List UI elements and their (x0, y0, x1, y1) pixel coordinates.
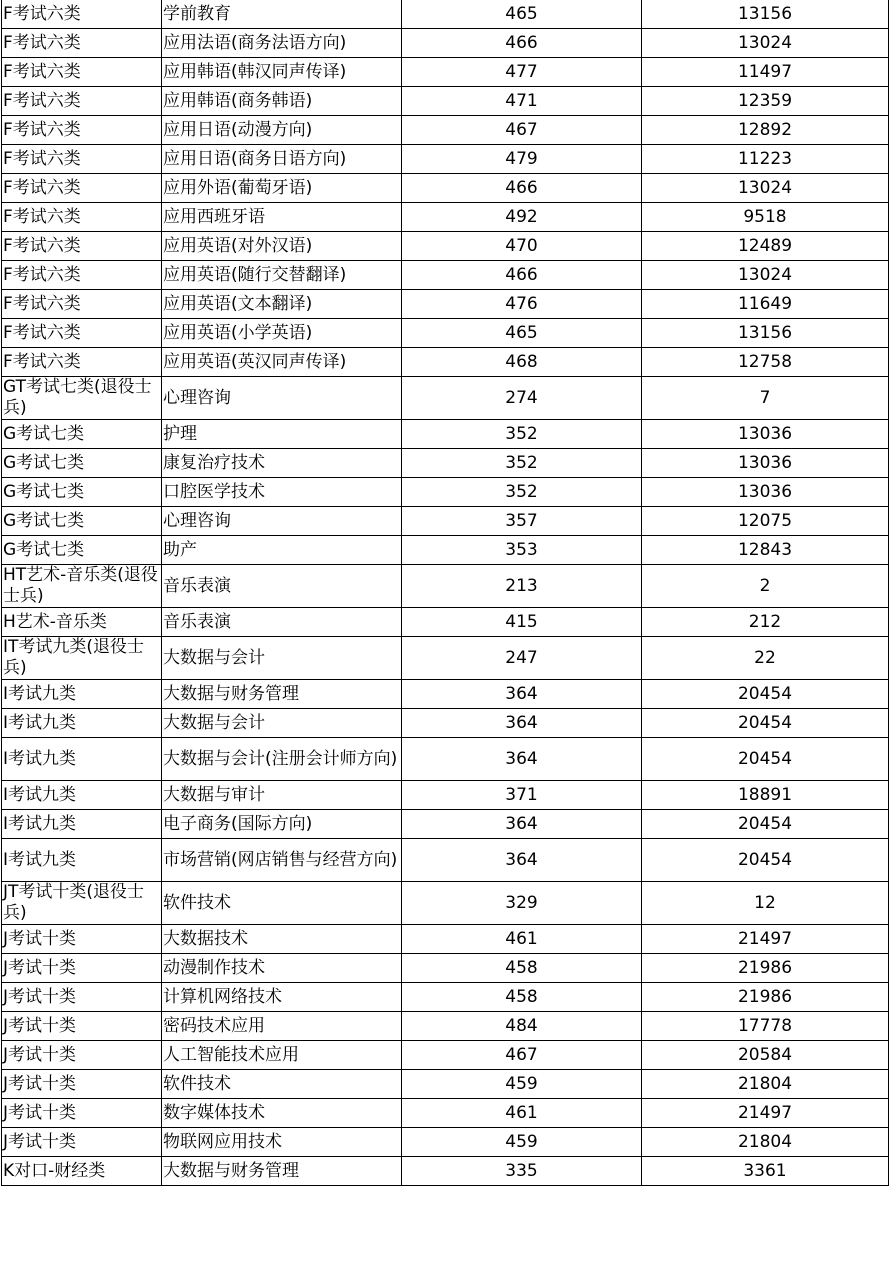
major-cell: 应用英语(随行交替翻译) (162, 261, 402, 290)
category-cell: J考试十类 (2, 925, 162, 954)
score-cell: 466 (402, 261, 642, 290)
score-cell: 476 (402, 290, 642, 319)
score-cell: 364 (402, 839, 642, 882)
category-cell: F考试六类 (2, 174, 162, 203)
rank-cell: 11497 (642, 58, 889, 87)
rank-cell: 2 (642, 565, 889, 608)
rank-cell: 12075 (642, 507, 889, 536)
major-cell: 应用韩语(商务韩语) (162, 87, 402, 116)
score-cell: 357 (402, 507, 642, 536)
rank-cell: 20454 (642, 810, 889, 839)
category-cell: J考试十类 (2, 1128, 162, 1157)
rank-cell: 20454 (642, 839, 889, 882)
category-cell: J考试十类 (2, 1099, 162, 1128)
major-cell: 密码技术应用 (162, 1012, 402, 1041)
table-row (2, 925, 889, 954)
category-cell: G考试七类 (2, 478, 162, 507)
major-cell: 音乐表演 (162, 608, 402, 637)
major-cell: 大数据与财务管理 (162, 680, 402, 709)
rank-cell: 20454 (642, 680, 889, 709)
category-cell: J考试十类 (2, 983, 162, 1012)
major-cell: 软件技术 (162, 1070, 402, 1099)
score-cell: 364 (402, 709, 642, 738)
category-cell: K对口-财经类 (2, 1157, 162, 1186)
category-cell: F考试六类 (2, 87, 162, 116)
category-cell: I考试九类 (2, 738, 162, 781)
major-cell: 市场营销(网店销售与经营方向) (162, 839, 402, 882)
table-row (2, 1099, 889, 1128)
category-cell: F考试六类 (2, 232, 162, 261)
category-cell: F考试六类 (2, 203, 162, 232)
major-cell: 大数据与财务管理 (162, 1157, 402, 1186)
score-cell: 274 (402, 377, 642, 420)
major-cell: 助产 (162, 536, 402, 565)
category-cell: I考试九类 (2, 709, 162, 738)
score-table (1, 0, 889, 1186)
score-cell: 467 (402, 116, 642, 145)
major-cell: 应用外语(葡萄牙语) (162, 174, 402, 203)
score-table-body (2, 0, 889, 1186)
table-row (2, 232, 889, 261)
score-cell: 466 (402, 29, 642, 58)
category-cell: IT考试九类(退役士兵) (2, 637, 162, 680)
score-cell: 471 (402, 87, 642, 116)
category-cell: I考试九类 (2, 839, 162, 882)
table-row (2, 29, 889, 58)
category-cell: F考试六类 (2, 290, 162, 319)
category-cell: HT艺术-音乐类(退役士兵) (2, 565, 162, 608)
score-cell: 461 (402, 1099, 642, 1128)
table-row (2, 1012, 889, 1041)
major-cell: 应用法语(商务法语方向) (162, 29, 402, 58)
major-cell: 应用英语(小学英语) (162, 319, 402, 348)
table-row (2, 1070, 889, 1099)
category-cell: G考试七类 (2, 420, 162, 449)
rank-cell: 13024 (642, 29, 889, 58)
major-cell: 大数据技术 (162, 925, 402, 954)
rank-cell: 11649 (642, 290, 889, 319)
table-row (2, 174, 889, 203)
major-cell: 学前教育 (162, 0, 402, 29)
rank-cell: 3361 (642, 1157, 889, 1186)
rank-cell: 13036 (642, 478, 889, 507)
major-cell: 口腔医学技术 (162, 478, 402, 507)
rank-cell: 12 (642, 882, 889, 925)
rank-cell: 212 (642, 608, 889, 637)
score-cell: 465 (402, 0, 642, 29)
category-cell: J考试十类 (2, 1012, 162, 1041)
table-row (2, 116, 889, 145)
table-row (2, 680, 889, 709)
category-cell: G考试七类 (2, 449, 162, 478)
score-cell: 458 (402, 954, 642, 983)
table-row (2, 87, 889, 116)
score-cell: 458 (402, 983, 642, 1012)
major-cell: 应用英语(英汉同声传译) (162, 348, 402, 377)
major-cell: 护理 (162, 420, 402, 449)
score-cell: 353 (402, 536, 642, 565)
rank-cell: 7 (642, 377, 889, 420)
rank-cell: 13036 (642, 449, 889, 478)
major-cell: 应用英语(文本翻译) (162, 290, 402, 319)
rank-cell: 22 (642, 637, 889, 680)
table-row (2, 738, 889, 781)
table-row (2, 348, 889, 377)
rank-cell: 21804 (642, 1128, 889, 1157)
category-cell: H艺术-音乐类 (2, 608, 162, 637)
category-cell: F考试六类 (2, 58, 162, 87)
score-cell: 470 (402, 232, 642, 261)
score-table-container (1, 0, 890, 1186)
table-row (2, 507, 889, 536)
table-row (2, 420, 889, 449)
score-cell: 465 (402, 319, 642, 348)
score-cell: 213 (402, 565, 642, 608)
category-cell: J考试十类 (2, 1070, 162, 1099)
score-cell: 466 (402, 174, 642, 203)
table-row (2, 839, 889, 882)
category-cell: F考试六类 (2, 0, 162, 29)
score-cell: 484 (402, 1012, 642, 1041)
rank-cell: 13036 (642, 420, 889, 449)
rank-cell: 12359 (642, 87, 889, 116)
major-cell: 大数据与会计 (162, 637, 402, 680)
category-cell: I考试九类 (2, 781, 162, 810)
major-cell: 应用韩语(韩汉同声传译) (162, 58, 402, 87)
score-cell: 247 (402, 637, 642, 680)
category-cell: F考试六类 (2, 116, 162, 145)
table-row (2, 709, 889, 738)
table-row (2, 608, 889, 637)
table-row (2, 0, 889, 29)
table-row (2, 58, 889, 87)
score-cell: 352 (402, 420, 642, 449)
score-cell: 364 (402, 738, 642, 781)
rank-cell: 21497 (642, 925, 889, 954)
score-cell: 467 (402, 1041, 642, 1070)
category-cell: G考试七类 (2, 507, 162, 536)
major-cell: 音乐表演 (162, 565, 402, 608)
table-row (2, 261, 889, 290)
rank-cell: 20454 (642, 709, 889, 738)
rank-cell: 21986 (642, 954, 889, 983)
rank-cell: 20454 (642, 738, 889, 781)
major-cell: 电子商务(国际方向) (162, 810, 402, 839)
rank-cell: 21497 (642, 1099, 889, 1128)
table-row (2, 377, 889, 420)
major-cell: 计算机网络技术 (162, 983, 402, 1012)
score-cell: 479 (402, 145, 642, 174)
score-cell: 459 (402, 1128, 642, 1157)
rank-cell: 21804 (642, 1070, 889, 1099)
category-cell: I考试九类 (2, 810, 162, 839)
table-row (2, 1041, 889, 1070)
rank-cell: 11223 (642, 145, 889, 174)
rank-cell: 17778 (642, 1012, 889, 1041)
score-cell: 371 (402, 781, 642, 810)
category-cell: F考试六类 (2, 29, 162, 58)
table-row (2, 882, 889, 925)
rank-cell: 13156 (642, 0, 889, 29)
major-cell: 人工智能技术应用 (162, 1041, 402, 1070)
table-row (2, 781, 889, 810)
major-cell: 大数据与会计 (162, 709, 402, 738)
category-cell: J考试十类 (2, 954, 162, 983)
table-row (2, 319, 889, 348)
major-cell: 物联网应用技术 (162, 1128, 402, 1157)
major-cell: 大数据与会计(注册会计师方向) (162, 738, 402, 781)
major-cell: 康复治疗技术 (162, 449, 402, 478)
score-cell: 492 (402, 203, 642, 232)
table-row (2, 290, 889, 319)
table-row (2, 1157, 889, 1186)
category-cell: F考试六类 (2, 319, 162, 348)
major-cell: 心理咨询 (162, 507, 402, 536)
table-row (2, 449, 889, 478)
category-cell: GT考试七类(退役士兵) (2, 377, 162, 420)
score-cell: 461 (402, 925, 642, 954)
score-cell: 468 (402, 348, 642, 377)
score-cell: 352 (402, 449, 642, 478)
rank-cell: 12758 (642, 348, 889, 377)
score-cell: 477 (402, 58, 642, 87)
major-cell: 大数据与审计 (162, 781, 402, 810)
table-row (2, 565, 889, 608)
category-cell: F考试六类 (2, 261, 162, 290)
category-cell: I考试九类 (2, 680, 162, 709)
table-row (2, 536, 889, 565)
table-row (2, 203, 889, 232)
table-row (2, 478, 889, 507)
rank-cell: 18891 (642, 781, 889, 810)
rank-cell: 9518 (642, 203, 889, 232)
table-row (2, 954, 889, 983)
category-cell: F考试六类 (2, 348, 162, 377)
score-cell: 415 (402, 608, 642, 637)
score-cell: 364 (402, 680, 642, 709)
major-cell: 心理咨询 (162, 377, 402, 420)
rank-cell: 21986 (642, 983, 889, 1012)
rank-cell: 13024 (642, 174, 889, 203)
table-row (2, 983, 889, 1012)
table-row (2, 145, 889, 174)
category-cell: JT考试十类(退役士兵) (2, 882, 162, 925)
major-cell: 应用日语(动漫方向) (162, 116, 402, 145)
major-cell: 动漫制作技术 (162, 954, 402, 983)
score-cell: 352 (402, 478, 642, 507)
score-cell: 459 (402, 1070, 642, 1099)
major-cell: 数字媒体技术 (162, 1099, 402, 1128)
score-cell: 329 (402, 882, 642, 925)
table-row (2, 1128, 889, 1157)
major-cell: 应用英语(对外汉语) (162, 232, 402, 261)
table-row (2, 637, 889, 680)
rank-cell: 12843 (642, 536, 889, 565)
category-cell: J考试十类 (2, 1041, 162, 1070)
rank-cell: 13156 (642, 319, 889, 348)
category-cell: F考试六类 (2, 145, 162, 174)
rank-cell: 12892 (642, 116, 889, 145)
score-cell: 364 (402, 810, 642, 839)
category-cell: G考试七类 (2, 536, 162, 565)
major-cell: 应用西班牙语 (162, 203, 402, 232)
rank-cell: 13024 (642, 261, 889, 290)
rank-cell: 20584 (642, 1041, 889, 1070)
major-cell: 软件技术 (162, 882, 402, 925)
score-cell: 335 (402, 1157, 642, 1186)
rank-cell: 12489 (642, 232, 889, 261)
table-row (2, 810, 889, 839)
major-cell: 应用日语(商务日语方向) (162, 145, 402, 174)
